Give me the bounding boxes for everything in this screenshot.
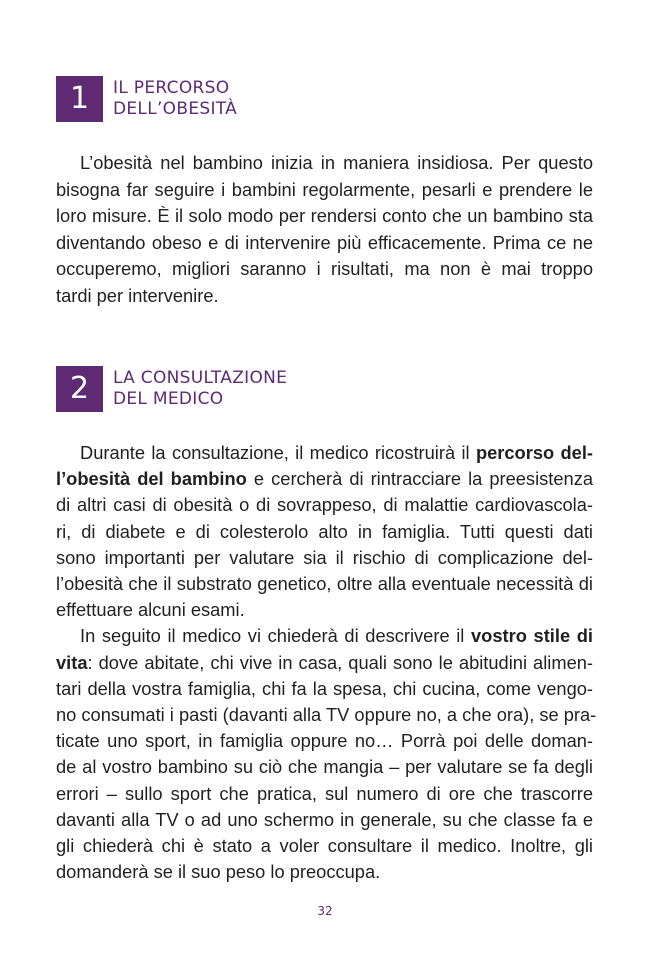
bold-text: percorso del- bbox=[475, 442, 594, 463]
text-line: di altri casi di obesità o di sovrappeso, di malattie cardiovascola- bbox=[56, 494, 593, 516]
section-2-body bbox=[56, 440, 597, 885]
text-line: no consumati i pasti (davanti alla TV oppure no, a che ora), se pra- bbox=[56, 704, 597, 726]
text-line bbox=[56, 623, 593, 649]
section-title-line: DELL’OBESITÀ bbox=[113, 99, 238, 119]
section-title bbox=[113, 368, 287, 410]
section-title-line: IL PERCORSO bbox=[113, 78, 230, 98]
section-2-heading bbox=[56, 366, 287, 412]
text-line: loro misure. È il solo modo per rendersi conto che un bambino sta bbox=[56, 205, 593, 227]
section-number-box: 1 bbox=[56, 76, 103, 122]
text-line bbox=[56, 440, 593, 466]
text-line: diventando obeso e di intervenire più efficacemente. Prima ce ne bbox=[56, 231, 593, 253]
text-line: gli chiederà chi è stato a voler consultare il medico. Inoltre, gli bbox=[56, 835, 593, 857]
text-run: : dove abitate, chi vive in casa, quali sono le abitudini alimen- bbox=[87, 651, 593, 673]
bold-text: vostro stile di bbox=[471, 625, 593, 647]
text-run: Durante la consultazione, il medico ricostruirà il bbox=[80, 442, 476, 463]
text-line: occuperemo, migliori saranno i risultati, ma non è mai troppo bbox=[56, 258, 593, 280]
section-title-line: DEL MEDICO bbox=[113, 389, 224, 409]
page-number: 32 bbox=[317, 904, 333, 918]
text-line: bisogna far seguire i bambini regolarmente, pesarli e prendere le bbox=[56, 178, 593, 200]
text-line: errori – sullo sport che pratica, sul numero di ore che trascorre bbox=[56, 782, 593, 804]
bold-text: l’obesità del bambino bbox=[56, 468, 247, 490]
text-line bbox=[56, 466, 593, 492]
text-line: L’obesità nel bambino inizia in maniera insidiosa. Per questo bbox=[80, 152, 593, 173]
bold-text: vita bbox=[56, 651, 88, 673]
text-line: effettuare alcuni esami. bbox=[56, 599, 245, 621]
section-title-line: LA CONSULTAZIONE bbox=[113, 368, 288, 388]
text-line: domanderà se il suo peso lo preoccupa. bbox=[56, 861, 381, 883]
text-run: e cercherà di rintracciare la preesistenza bbox=[246, 468, 594, 490]
text-line: sono importanti per valutare sia il rischio di complicazione del- bbox=[56, 546, 593, 568]
section-1-body bbox=[56, 150, 593, 310]
text-line: davanti alla TV o ad uno schermo in generale, su che classe fa e bbox=[56, 808, 593, 830]
text-line: ri, di diabete e di colesterolo alto in famiglia. Tutti questi dati bbox=[56, 520, 593, 542]
text-run: In seguito il medico vi chiederà di descrivere il bbox=[80, 625, 472, 647]
section-1-heading bbox=[56, 76, 237, 122]
text-line: ticate uno sport, in famiglia oppure no… Porrà poi delle doman- bbox=[56, 730, 593, 752]
section-number-box: 2 bbox=[56, 366, 103, 412]
section-title bbox=[113, 78, 237, 120]
text-line: tardi per intervenire. bbox=[56, 284, 219, 306]
text-line bbox=[56, 650, 593, 676]
text-line: tari della vostra famiglia, chi fa la spesa, chi cucina, come vengo- bbox=[56, 677, 593, 699]
text-line: l’obesità che il substrato genetico, oltre alla eventuale necessità di bbox=[56, 573, 593, 595]
text-line: de al vostro bambino su ciò che mangia – per valutare se fa degli bbox=[56, 756, 593, 778]
